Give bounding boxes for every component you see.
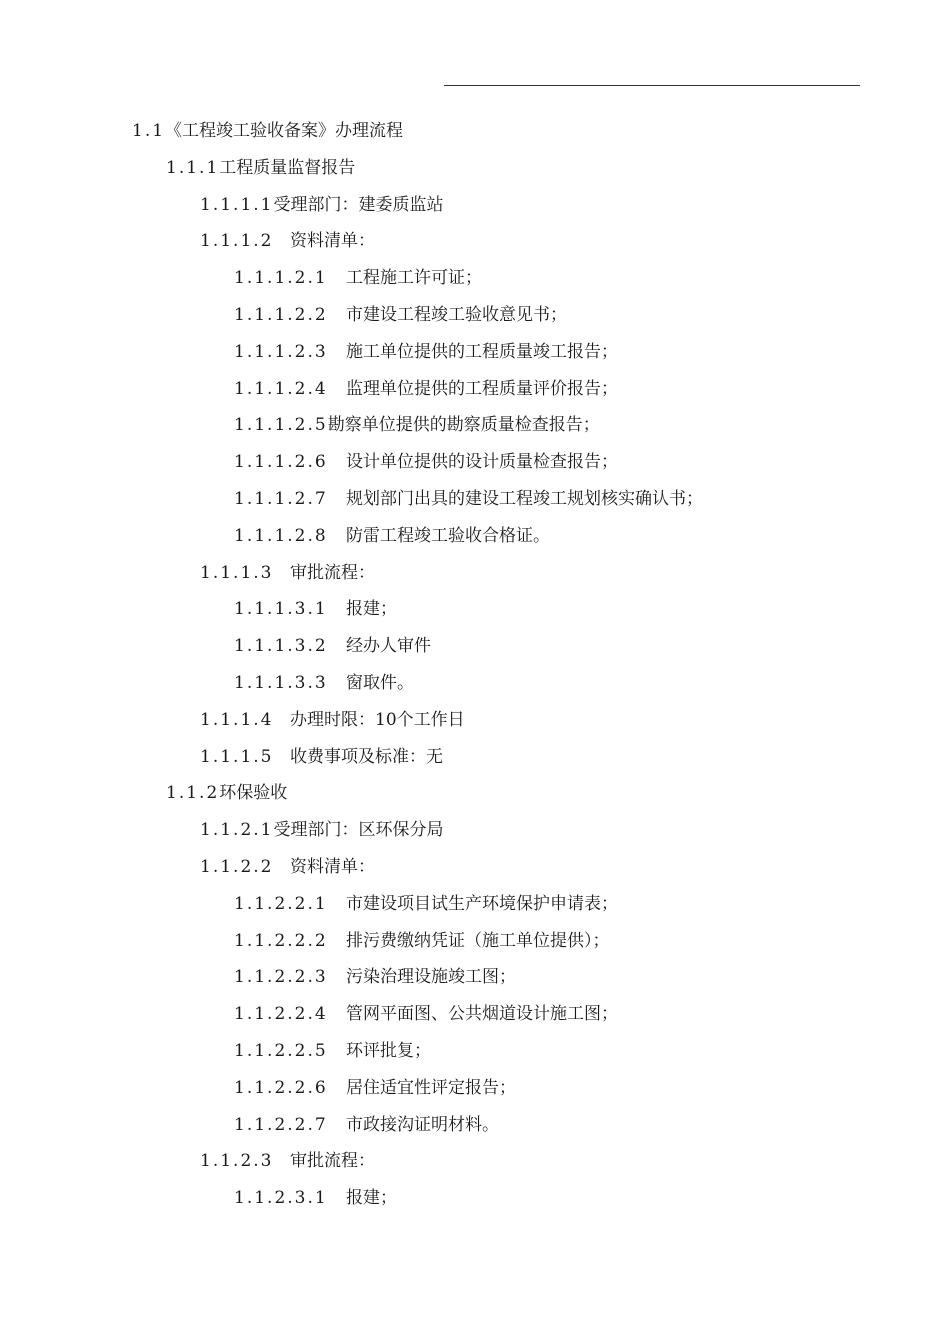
list-item: [0, 1033, 950, 1070]
section-number: 1.1.1.2.5: [234, 415, 328, 436]
section-text: 排污费缴纳凭证（施工单位提供）；: [346, 930, 610, 951]
list-item: [0, 1107, 950, 1144]
section-text: 市建设工程竣工验收意见书；: [346, 304, 567, 325]
section-text: 经办人审件: [346, 636, 431, 657]
section-text: 资料清单：: [290, 231, 375, 252]
section-text: 污染治理设施竣工图；: [346, 967, 516, 988]
section-number: 1.1.1.2.8: [234, 525, 328, 546]
section-number: 1.1.2.3.1: [234, 1188, 328, 1209]
section-number: 1.1.1.2: [200, 231, 274, 252]
list-item: [0, 665, 950, 702]
section-text: 办理时限：10个工作日: [290, 709, 465, 730]
section-number: 1.1.2.3: [200, 1151, 274, 1172]
list-item: [0, 591, 950, 628]
section-number: 1.1.1.3: [200, 562, 274, 583]
item-1-1-1-4: [0, 702, 950, 739]
list-item: [0, 923, 950, 960]
document-body: [0, 113, 950, 1217]
list-item: [0, 1070, 950, 1107]
section-text: 受理部门：区环保分局: [273, 820, 444, 841]
section-number: 1.1.2: [166, 783, 220, 804]
section-number: 1.1: [132, 121, 166, 141]
header-rule: [444, 85, 860, 86]
section-number: 1.1.1.2.4: [234, 378, 328, 399]
item-1-1-2-1: [0, 812, 950, 849]
section-text: 施工单位提供的工程质量竣工报告；: [346, 341, 618, 362]
item-1-1-1-3: [0, 555, 950, 592]
list-item: [0, 886, 950, 923]
list-item: [0, 481, 950, 518]
section-number: 1.1.2.2.4: [234, 1004, 328, 1025]
list-item: [0, 260, 950, 297]
list-item: [0, 371, 950, 408]
section-number: 1.1.1.1: [200, 194, 274, 215]
section-number: 1.1.2.2.3: [234, 967, 328, 988]
list-item: [0, 959, 950, 996]
section-number: 1.1.1.2.3: [234, 341, 328, 362]
section-text: 监理单位提供的工程质量评价报告；: [346, 378, 618, 399]
section-text: 《工程竣工验收备案》办理流程: [165, 121, 404, 141]
section-number: 1.1.1.3.3: [234, 672, 328, 693]
section-number: 1.1.2.2.1: [234, 893, 328, 914]
list-item: [0, 334, 950, 371]
section-number: 1.1.1.2.6: [234, 452, 328, 473]
section-text: 资料清单：: [290, 856, 375, 877]
heading-1-1: [0, 113, 950, 150]
list-item: [0, 297, 950, 334]
section-number: 1.1.2.1: [200, 820, 274, 841]
section-number: 1.1.1.5: [200, 746, 274, 767]
section-text: 工程质量监督报告: [219, 157, 356, 178]
section-number: 1.1.1.3.2: [234, 636, 328, 657]
section-text: 环评批复；: [346, 1040, 431, 1061]
section-text: 收费事项及标准：无: [290, 746, 443, 767]
section-text: 规划部门出具的建设工程竣工规划核实确认书；: [346, 488, 703, 509]
section-text: 管网平面图、公共烟道设计施工图；: [346, 1004, 618, 1025]
item-1-1-1-1: [0, 187, 950, 224]
section-text: 市政接沟证明材料。: [346, 1114, 499, 1135]
item-1-1-1-5: [0, 739, 950, 776]
item-1-1-2-2: [0, 849, 950, 886]
section-text: 工程施工许可证；: [346, 268, 482, 289]
section-text: 审批流程：: [290, 562, 375, 583]
section-number: 1.1.1.4: [200, 709, 274, 730]
section-number: 1.1.2.2: [200, 856, 274, 877]
list-item: [0, 996, 950, 1033]
list-item: [0, 444, 950, 481]
list-item: [0, 1180, 950, 1217]
section-number: 1.1.1.2.2: [234, 304, 328, 325]
section-text: 受理部门：建委质监站: [273, 194, 444, 215]
list-item: [0, 628, 950, 665]
item-1-1-1-2: [0, 223, 950, 260]
section-text: 市建设项目试生产环境保护申请表；: [346, 893, 618, 914]
section-text: 环保验收: [219, 783, 288, 804]
section-number: 1.1.2.2.7: [234, 1114, 328, 1135]
section-number: 1.1.1.3.1: [234, 599, 328, 620]
section-text: 居住适宜性评定报告；: [346, 1077, 516, 1098]
section-text: 审批流程：: [290, 1151, 375, 1172]
section-number: 1.1.1.2.7: [234, 488, 328, 509]
section-text: 报建；: [346, 1188, 397, 1209]
item-1-1-2-3: [0, 1143, 950, 1180]
section-number: 1.1.2.2.6: [234, 1077, 328, 1098]
section-text: 勘察单位提供的勘察质量检查报告；: [327, 415, 600, 436]
section-number: 1.1.1.2.1: [234, 268, 328, 289]
section-number: 1.1.2.2.2: [234, 930, 328, 951]
heading-1-1-2: [0, 775, 950, 812]
section-number: 1.1.2.2.5: [234, 1040, 328, 1061]
section-text: 报建；: [346, 599, 397, 620]
section-text: 防雷工程竣工验收合格证。: [346, 525, 550, 546]
section-text: 窗取件。: [346, 672, 414, 693]
section-text: 设计单位提供的设计质量检查报告；: [346, 452, 618, 473]
list-item: [0, 518, 950, 555]
section-number: 1.1.1: [166, 157, 220, 178]
list-item: [0, 407, 950, 444]
heading-1-1-1: [0, 150, 950, 187]
